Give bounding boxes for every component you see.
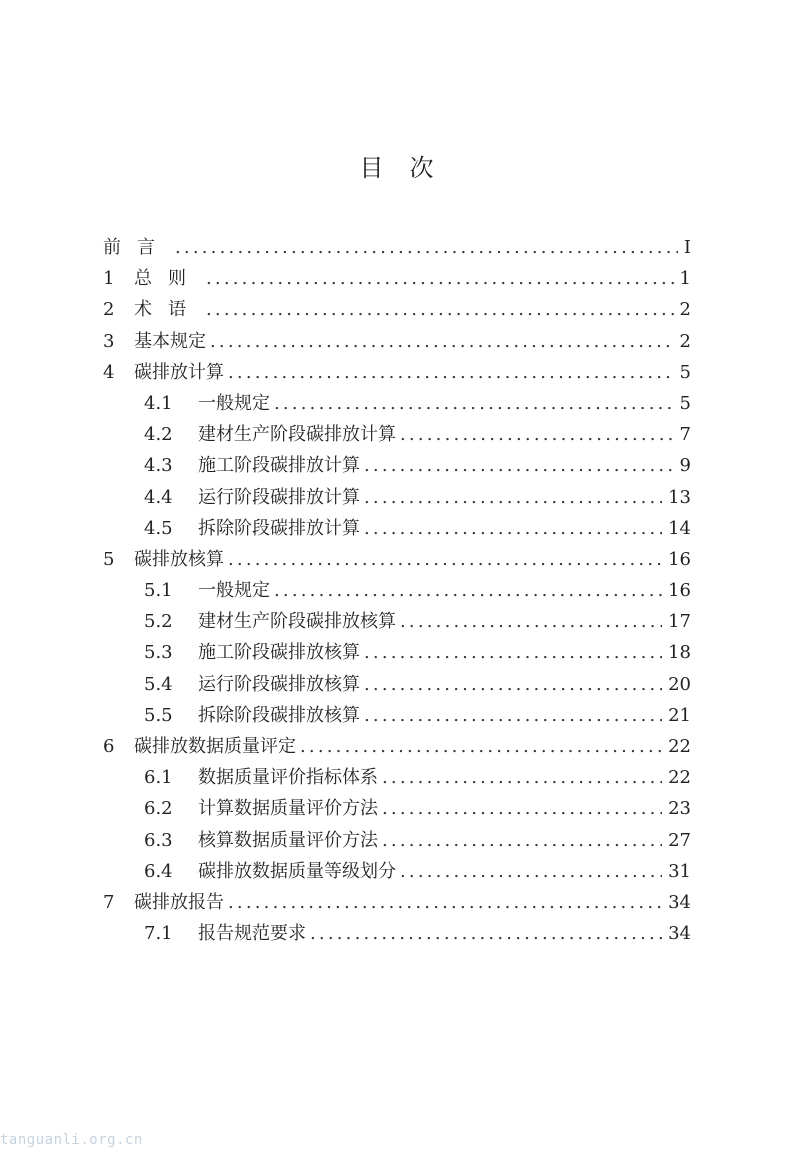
toc-entry-title: 基本规定 <box>134 330 206 352</box>
toc-entry-2[interactable] <box>103 294 691 325</box>
toc-entry-title: 数据质量评价指标体系 <box>198 767 378 789</box>
toc-leader-dots <box>364 669 662 700</box>
toc-entry-6-4[interactable] <box>103 856 691 887</box>
toc-leader-dots <box>400 606 662 637</box>
toc-entry-6-3[interactable] <box>103 825 691 856</box>
toc-entry-title: 碳排放计算 <box>134 361 224 383</box>
toc-entry-page: 34 <box>668 891 691 913</box>
toc-leader-dots <box>364 637 662 668</box>
toc-entry-number: 6 <box>103 736 115 757</box>
toc-entry-title: 拆除阶段碳排放核算 <box>198 704 360 726</box>
toc-entry-number: 5.1 <box>144 580 173 602</box>
toc-entry-3[interactable] <box>103 326 691 357</box>
toc-entry-number: 5 <box>103 548 115 570</box>
toc-entry-title: 运行阶段碳排放核算 <box>198 673 360 695</box>
toc-entry-page: I <box>683 237 691 258</box>
toc-entry-title: 术语 <box>134 299 202 321</box>
toc-entry-title: 碳排放报告 <box>134 891 224 913</box>
toc-entry-5-3[interactable] <box>103 637 691 668</box>
toc-entry-title: 施工阶段碳排放核算 <box>198 642 360 664</box>
toc-entry-number: 6.1 <box>144 767 173 789</box>
toc-entry-page: 16 <box>668 548 691 570</box>
toc-entry-6-1[interactable] <box>103 762 691 793</box>
toc-entry-title: 一般规定 <box>198 392 270 414</box>
toc-leader-dots <box>364 450 674 481</box>
toc-entry-title: 总则 <box>134 268 202 290</box>
toc-entry-title: 建材生产阶段碳排放核算 <box>198 611 396 633</box>
toc-entry-number: 4.4 <box>144 486 173 508</box>
toc-entry-title: 核算数据质量评价方法 <box>198 829 378 851</box>
toc-entry-number: 6.3 <box>144 829 173 851</box>
toc-entry-number: 7 <box>103 891 115 913</box>
toc-leader-dots <box>310 918 662 949</box>
toc-entry-page: 17 <box>668 611 691 633</box>
toc-entry-number: 7.1 <box>144 923 173 945</box>
toc-entry-number: 1 <box>103 268 115 290</box>
toc-entry-page: 23 <box>668 798 691 820</box>
toc-entry-page: 13 <box>668 486 691 508</box>
toc-entry-number: 4 <box>103 361 115 383</box>
toc-entry-title: 碳排放数据质量评定 <box>134 736 296 757</box>
toc-entry-page: 9 <box>679 455 691 477</box>
toc-entry-number: 6.4 <box>144 860 173 882</box>
toc-leader-dots <box>210 326 674 357</box>
toc-entry-number: 4.3 <box>144 455 173 477</box>
toc-entry-number: 5.5 <box>144 704 173 726</box>
toc-entry-4-4[interactable] <box>103 482 691 513</box>
toc-entry-5-2[interactable] <box>103 606 691 637</box>
toc-entry-number: 6.2 <box>144 798 173 820</box>
toc-entry-title: 碳排放核算 <box>134 548 224 570</box>
toc-entry-page: 34 <box>668 923 691 945</box>
toc-leader-dots <box>228 357 674 388</box>
toc-entry-4-5[interactable] <box>103 513 691 544</box>
toc-entry-title: 拆除阶段碳排放计算 <box>198 517 360 539</box>
toc-entry-page: 22 <box>668 736 691 757</box>
toc-entry-page: 2 <box>679 299 691 321</box>
toc-leader-dots <box>228 544 662 575</box>
toc-entry-title: 一般规定 <box>198 580 270 602</box>
toc-entry-4-3[interactable] <box>103 450 691 481</box>
toc-entry-number: 5.2 <box>144 611 173 633</box>
toc-leader-dots <box>206 263 674 294</box>
toc-entry-page: 18 <box>668 642 691 664</box>
toc-entry-title: 碳排放数据质量等级划分 <box>198 860 396 882</box>
toc-leader-dots <box>382 825 662 856</box>
toc-entry-4[interactable] <box>103 357 691 388</box>
toc-entry-5-1[interactable] <box>103 575 691 606</box>
toc-entry-5[interactable] <box>103 544 691 575</box>
toc-entry-7[interactable] <box>103 887 691 918</box>
toc-entry-number: 4.5 <box>144 517 173 539</box>
toc-entry-preface[interactable] <box>103 232 691 263</box>
toc-leader-dots <box>364 513 662 544</box>
watermark: tanguanli.org.cn <box>0 1132 143 1148</box>
toc-entry-6[interactable] <box>103 731 691 762</box>
toc-entry-page: 14 <box>668 517 691 539</box>
toc-leader-dots <box>175 232 678 263</box>
toc-entry-title: 建材生产阶段碳排放计算 <box>198 424 396 446</box>
toc-entry-title: 前言 <box>103 237 171 258</box>
toc-leader-dots <box>300 731 662 762</box>
toc-leader-dots <box>206 294 674 325</box>
toc-entry-number: 2 <box>103 299 115 321</box>
toc-entry-number: 4.1 <box>144 392 173 414</box>
toc-entry-page: 31 <box>668 860 691 882</box>
toc-entry-5-5[interactable] <box>103 700 691 731</box>
toc-leader-dots <box>364 482 662 513</box>
toc-entry-5-4[interactable] <box>103 669 691 700</box>
toc-entry-page: 16 <box>668 580 691 602</box>
toc-entry-7-1[interactable] <box>103 918 691 949</box>
page-title: 目次 <box>359 154 460 182</box>
toc-leader-dots <box>274 575 662 606</box>
toc-entry-page: 2 <box>679 330 691 352</box>
toc-entry-page: 22 <box>668 767 691 789</box>
toc-entry-number: 5.4 <box>144 673 173 695</box>
toc-entry-number: 5.3 <box>144 642 173 664</box>
toc-leader-dots <box>400 419 674 450</box>
toc-leader-dots <box>274 388 674 419</box>
toc-entry-page: 5 <box>679 392 691 414</box>
table-of-contents <box>103 232 691 949</box>
toc-entry-page: 5 <box>679 361 691 383</box>
toc-entry-page: 21 <box>668 704 691 726</box>
toc-leader-dots <box>382 793 662 824</box>
toc-entry-page: 27 <box>668 829 691 851</box>
toc-entry-page: 7 <box>679 424 691 446</box>
toc-leader-dots <box>382 762 662 793</box>
toc-entry-title: 报告规范要求 <box>198 923 306 945</box>
toc-entry-page: 1 <box>679 268 691 290</box>
toc-entry-title: 运行阶段碳排放计算 <box>198 486 360 508</box>
toc-leader-dots <box>364 700 662 731</box>
toc-entry-number: 3 <box>103 330 115 352</box>
toc-entry-1[interactable] <box>103 263 691 294</box>
toc-entry-4-1[interactable] <box>103 388 691 419</box>
toc-entry-page: 20 <box>668 673 691 695</box>
toc-leader-dots <box>400 856 662 887</box>
toc-leader-dots <box>228 887 662 918</box>
toc-entry-4-2[interactable] <box>103 419 691 450</box>
toc-entry-title: 施工阶段碳排放计算 <box>198 455 360 477</box>
toc-entry-6-2[interactable] <box>103 793 691 824</box>
toc-entry-title: 计算数据质量评价方法 <box>198 798 378 820</box>
toc-entry-number: 4.2 <box>144 424 173 446</box>
